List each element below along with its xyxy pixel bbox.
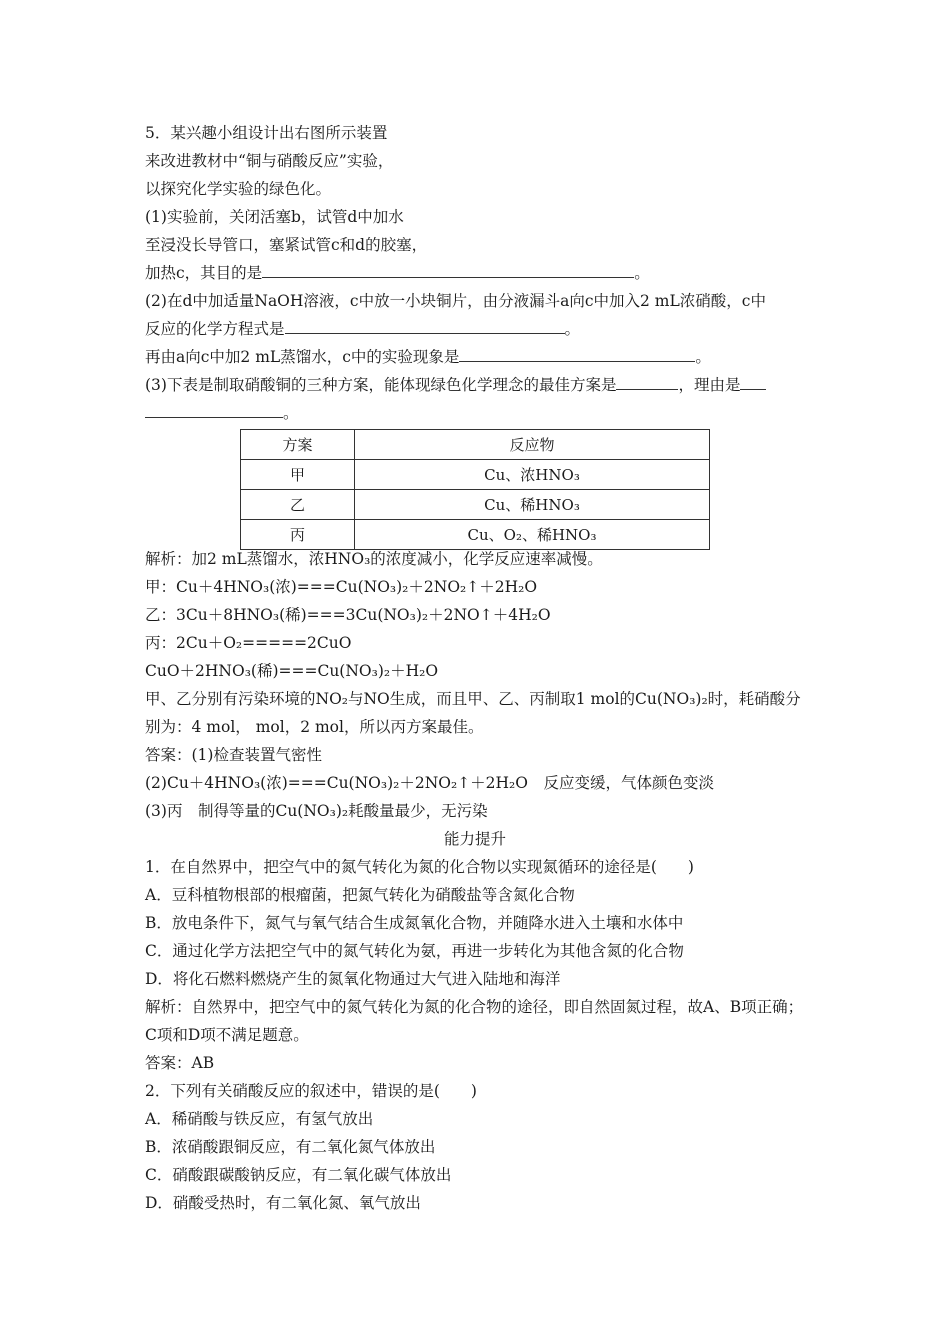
analysis-line-7: 别为：4 mol， mol，2 mol，所以丙方案最佳。 xyxy=(145,718,484,736)
q1-analysis-2: C项和D项不满足题意。 xyxy=(145,1026,309,1044)
table-row xyxy=(241,460,710,490)
q5-line-6-text: 加热c，其目的是 xyxy=(145,264,263,282)
table-row xyxy=(241,520,710,550)
q5-line-10-text-2: ，理由是 xyxy=(678,376,741,394)
q2-option-d: D．硝酸受热时，有二氧化氮、氧气放出 xyxy=(145,1194,421,1212)
q5-line-2: 来改进教材中“铜与硝酸反应”实验， xyxy=(145,152,394,170)
q5-line-11 xyxy=(145,403,820,423)
q5-line-3: 以探究化学实验的绿色化。 xyxy=(145,180,332,198)
table-header-cell: 反应物 xyxy=(355,430,710,460)
punct: 。 xyxy=(634,264,650,282)
q5-line-9-text: 再由a向c中加2 mL蒸馏水，c中的实验现象是 xyxy=(145,348,460,366)
answer-blank[interactable] xyxy=(459,347,695,362)
plan-table xyxy=(240,429,710,550)
q5-line-5: 至浸没长导管口，塞紧试管c和d的胶塞， xyxy=(145,236,428,254)
punct: 。 xyxy=(283,404,299,422)
q2-option-b: B．浓硝酸跟铜反应，有二氧化氮气体放出 xyxy=(145,1138,436,1156)
q5-line-1: 5．某兴趣小组设计出右图所示装置 xyxy=(145,124,388,142)
analysis-line-4: 丙：2Cu＋O₂=====2CuO xyxy=(145,634,352,652)
table-cell: Cu、浓HNO₃ xyxy=(355,460,710,490)
analysis-line-3: 乙：3Cu＋8HNO₃(稀)===3Cu(NO₃)₂＋2NO↑＋4H₂O xyxy=(145,606,551,624)
table-header-cell: 方案 xyxy=(241,430,355,460)
punct: 。 xyxy=(564,320,581,338)
answer-blank[interactable] xyxy=(616,375,678,390)
answer-blank[interactable] xyxy=(740,375,766,390)
table-row xyxy=(241,490,710,520)
q1-stem: 1．在自然界中，把空气中的氮气转化为氮的化合物以实现氮循环的途径是( ) xyxy=(145,858,694,876)
q1-option-b: B．放电条件下，氮气与氧气结合生成氮氧化合物，并随降水进入土壤和水体中 xyxy=(145,914,684,932)
q5-line-10-text: (3)下表是制取硝酸铜的三种方案，能体现绿色化学理念的最佳方案是 xyxy=(145,376,617,394)
q1-option-a: A．豆科植物根部的根瘤菌，把氮气转化为硝酸盐等含氮化合物 xyxy=(145,886,575,904)
q1-option-c: C．通过化学方法把空气中的氮气转化为氨，再进一步转化为其他含氮的化合物 xyxy=(145,942,684,960)
q1-option-d: D．将化石燃料燃烧产生的氮氧化物通过大气进入陆地和海洋 xyxy=(145,970,561,988)
q5-line-9 xyxy=(145,347,820,367)
analysis-line-6: 甲、乙分别有污染环境的NO₂与NO生成，而且甲、乙、丙制取1 mol的Cu(NO₃)₂时，耗硝酸分 xyxy=(145,690,801,708)
answer-blank[interactable] xyxy=(262,263,634,278)
answer-line-2: (2)Cu＋4HNO₃(浓)===Cu(NO₃)₂＋2NO₂↑＋2H₂O 反应变缓，气体颜色变淡 xyxy=(145,774,714,792)
q5-line-7: (2)在d中加适量NaOH溶液，c中放一小块铜片，由分液漏斗a向c中加入2 mL浓硝酸，c中 xyxy=(145,292,766,310)
table-cell: Cu、O₂、稀HNO₃ xyxy=(355,520,710,550)
q5-line-8-text: 反应的化学方程式是 xyxy=(145,320,285,338)
table-header-row xyxy=(241,430,710,460)
answer-blank[interactable] xyxy=(145,403,283,418)
q5-line-8 xyxy=(145,319,820,339)
analysis-line-2: 甲：Cu＋4HNO₃(浓)===Cu(NO₃)₂＋2NO₂↑＋2H₂O xyxy=(145,578,538,596)
punct: 。 xyxy=(695,348,711,366)
q5-line-10 xyxy=(145,375,820,395)
table-cell: 甲 xyxy=(241,460,355,490)
table-cell: Cu、稀HNO₃ xyxy=(355,490,710,520)
q1-analysis-1: 解析：自然界中，把空气中的氮气转化为氮的化合物的途径，即自然固氮过程，故A、B项正确； xyxy=(145,998,804,1016)
table-cell: 丙 xyxy=(241,520,355,550)
q2-stem: 2．下列有关硝酸反应的叙述中，错误的是( ) xyxy=(145,1082,477,1100)
answer-line-1: 答案：(1)检查装置气密性 xyxy=(145,746,322,764)
answer-blank[interactable] xyxy=(285,319,565,334)
q2-option-a: A．稀硝酸与铁反应，有氢气放出 xyxy=(145,1110,374,1128)
q2-option-c: C．硝酸跟碳酸钠反应，有二氧化碳气体放出 xyxy=(145,1166,452,1184)
analysis-line-1: 解析：加2 mL蒸馏水，浓HNO₃的浓度减小，化学反应速率减慢。 xyxy=(145,550,603,568)
q5-line-6 xyxy=(145,263,820,283)
answer-line-3: (3)丙 制得等量的Cu(NO₃)₂耗酸量最少，无污染 xyxy=(145,802,488,820)
analysis-line-5: CuO＋2HNO₃(稀)===Cu(NO₃)₂＋H₂O xyxy=(145,662,439,680)
q1-answer: 答案：AB xyxy=(145,1054,215,1072)
q5-line-4: (1)实验前，关闭活塞b，试管d中加水 xyxy=(145,208,404,226)
section-title: 能力提升 xyxy=(443,830,506,848)
table-cell: 乙 xyxy=(241,490,355,520)
